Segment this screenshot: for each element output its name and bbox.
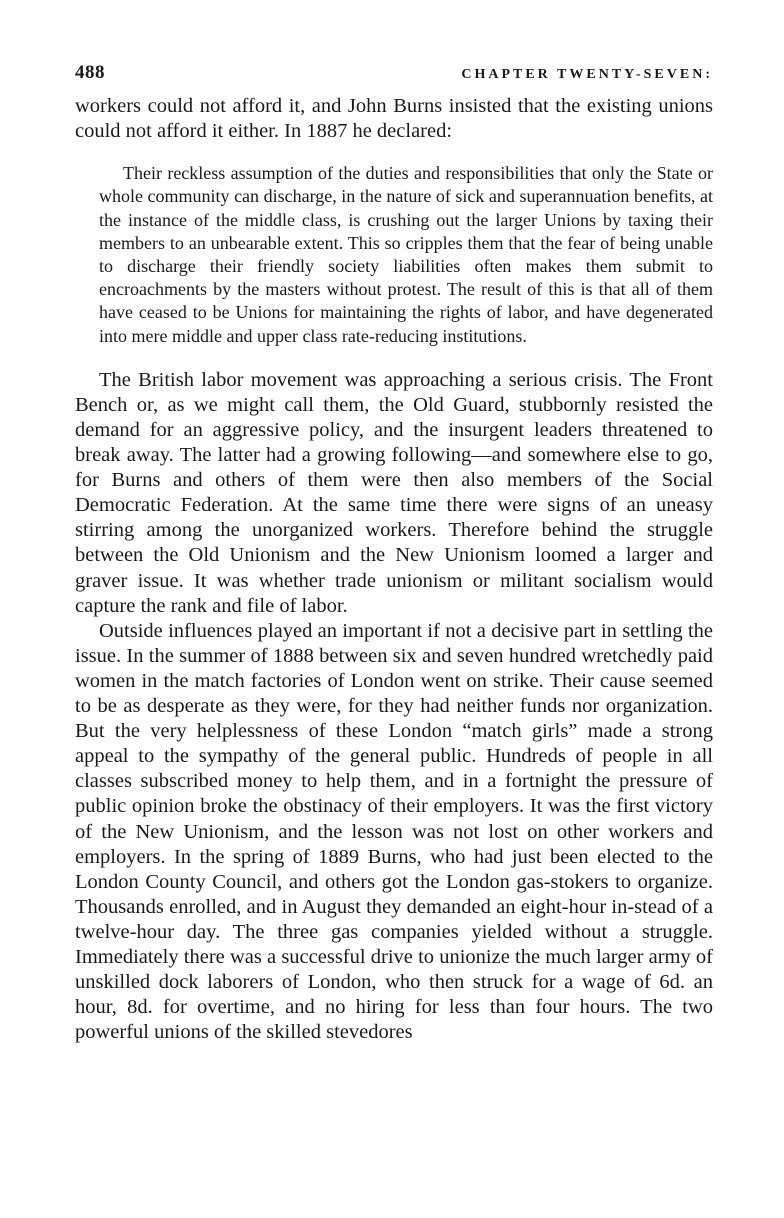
chapter-title: CHAPTER TWENTY-SEVEN:	[461, 67, 713, 82]
paragraph-2: Outside influences played an important if not a decisive part in settling the issue. In the summer of 1888 between six and seven hundred wretchedly paid women in the match factories of London went on strike. Their cause seemed to be as desperate as they were, for they had neither funds nor organization. But the very helplessness of these London “match girls” made a strong appeal to the sympathy of the general public. Hundreds of people in all classes subscribed money to help them, and in a fortnight the pressure of public opinion broke the obstinacy of their employers. It was the first victory of the New Unionism, and the lesson was not lost on other workers and employers. In the spring of 1889 Burns, who had just been elected to the London County Council, and others got the London gas-stokers to organize. Thousands enrolled, and in August they demanded an eight-hour in-stead of a twelve-hour day. The three gas companies yielded without a struggle. Immediately there was a successful drive to unionize the much larger army of unskilled dock laborers of London, who then struck for a wage of 6d. an hour, 8d. for overtime, and no hiring for less than four hours. The two powerful unions of the skilled stevedores	[75, 619, 713, 1044]
block-quote: Their reckless assumption of the duties and responsibilities that only the State or whole community can discharge, in the nature of sick and superannuation benefits, at the instance of the middle class, is crushing out the larger Unions by taxing their members to an unbearable extent. This so cripples them that the fear of being unable to discharge their friendly society liabilities often makes them submit to encroachments by the masters without protest. The result of this is that all of them have ceased to be Unions for maintaining the rights of labor, and have degenerated into mere middle and upper class rate-reducing institutions.	[99, 163, 713, 346]
body-text	[75, 94, 713, 1045]
book-page	[75, 62, 713, 1045]
running-head	[75, 62, 713, 94]
intro-paragraph: workers could not afford it, and John Burns insisted that the existing unions could not afford it either. In 1887 he declared:	[75, 95, 713, 143]
page-number: 488	[75, 62, 105, 83]
paragraph-1: The British labor movement was approaching a serious crisis. The Front Bench or, as we might call them, the Old Guard, stubbornly resisted the demand for an aggressive policy, and the insurgent leaders threatened to break away. The latter had a growing following—and somewhere else to go, for Burns and others of them were then also members of the Social Democratic Federation. At the same time there were signs of an uneasy stirring among the unorganized workers. Therefore behind the struggle between the Old Unionism and the New Unionism loomed a larger and graver issue. It was whether trade unionism or militant socialism would capture the rank and file of labor.	[75, 368, 713, 617]
